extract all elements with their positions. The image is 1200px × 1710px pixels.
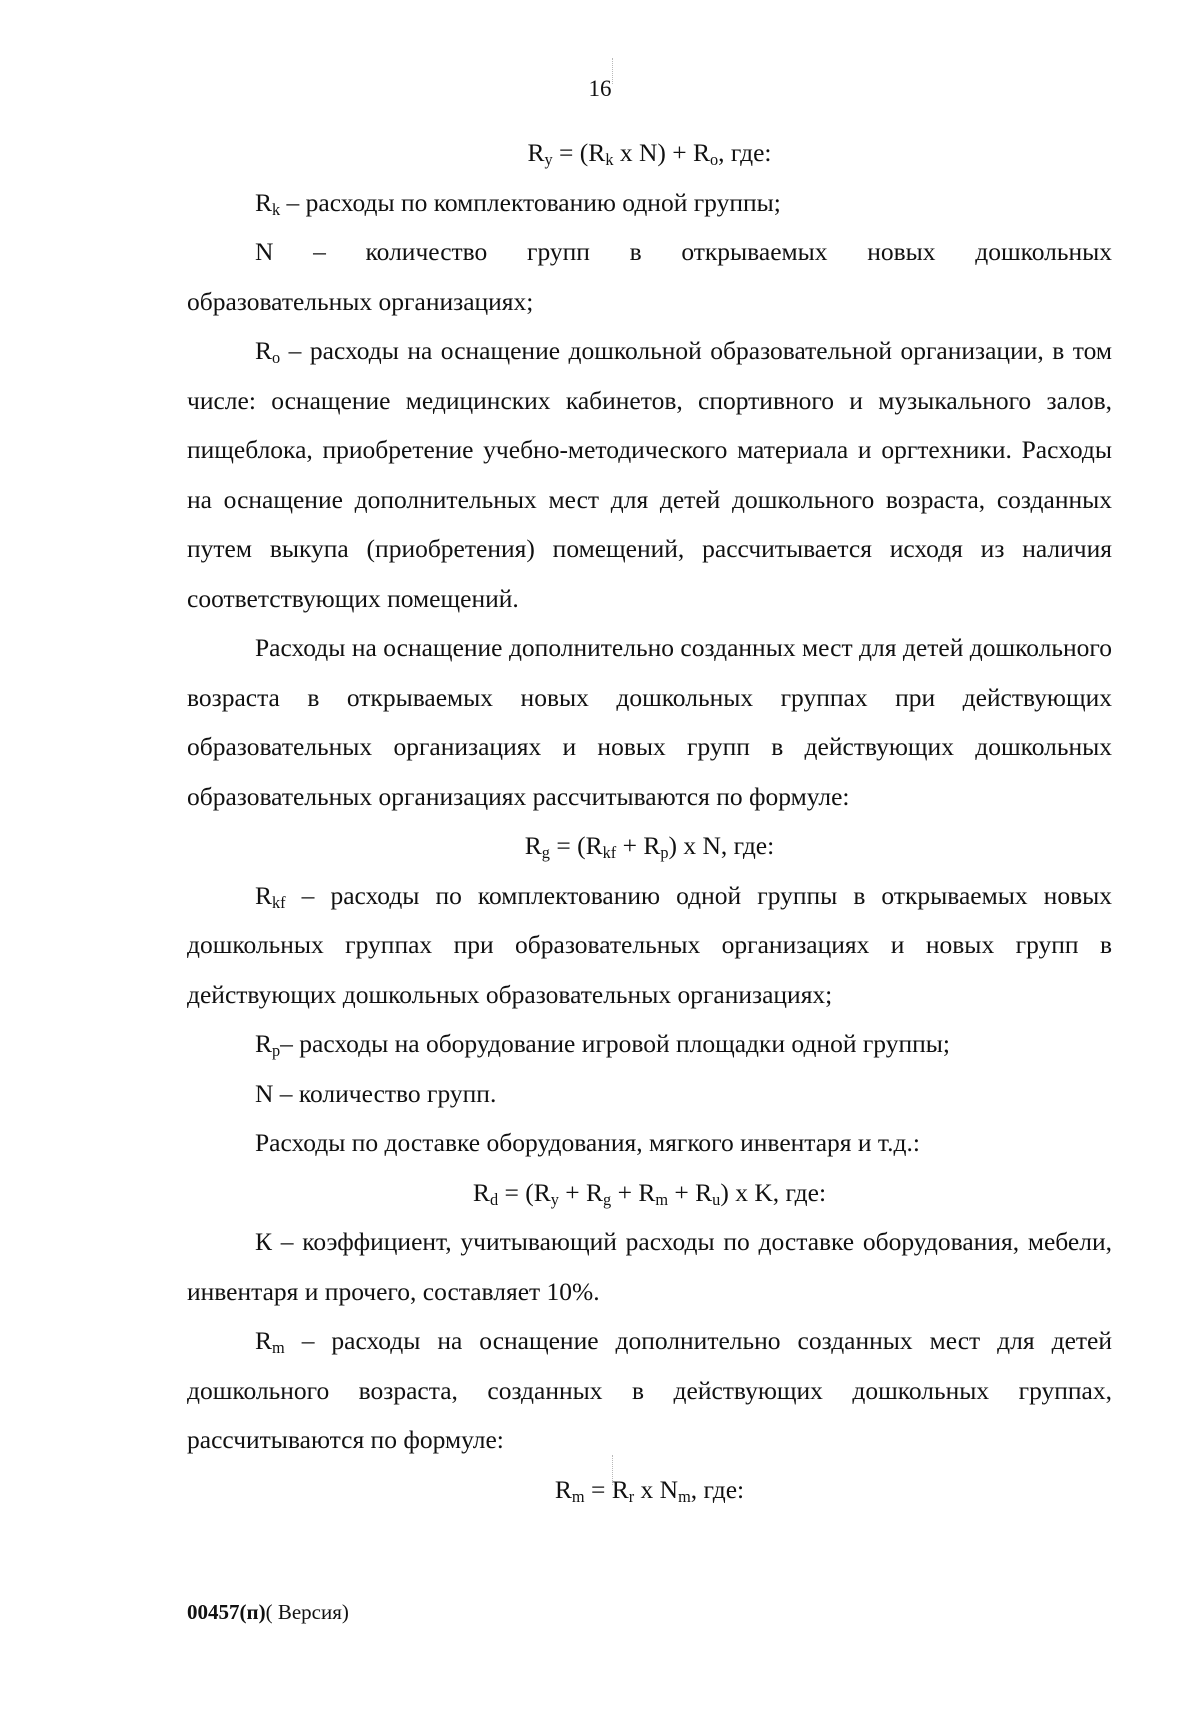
- definition-rp: $R_p-$ расходы на оборудование игровой площадки одной группы;: [255, 1029, 950, 1061]
- definition-n-line2: образовательных организациях;: [187, 286, 534, 316]
- definition-rk: $R_k$ – расходы по комплектованию одной группы;: [255, 187, 781, 219]
- formula-ry: $R_y = (R_k$ x $N) + R_o$, где:: [527, 138, 772, 170]
- formula-rm: $R_m = R_r$ x $N_m$, где:: [554, 1474, 745, 1506]
- formula-rd: $R_d = (R_y + R_g + R_m + R_u)$ x K, где:: [472, 1177, 827, 1209]
- definition-ro: $R_o$ – расходы на оснащение дошкольной образовательной организации, в том числе: оснащение медицинских кабинетов, спортивного и музыкального залов, пищеблока, приобретение учебно-методического материала и оргтехники. Расходы на оснащение дополнительных мест для детей дошкольного возраста, созданных путем выкупа (приобретения) помещений, рассчитывается исходя из наличия соответствующих помещений.: [187, 336, 1112, 613]
- document-footer: [187, 1600, 349, 1625]
- definition-rm: $R_m$ – расходы на оснащение дополнительно созданных мест для детей дошкольного возраста, созданных в действующих дошкольных группах, рассчитываются по формуле:: [187, 1326, 1112, 1454]
- definition-rkf: $R_{kf}$ – расходы по комплектованию одной группы в открываемых новых дошкольных группах при образовательных организациях и новых групп в действующих дошкольных образовательных организациях;: [187, 880, 1112, 1009]
- formula-rg: $R_g = (R_{kf} + R_p)$ x N, где:: [524, 831, 775, 863]
- page-number: 16: [588, 76, 612, 101]
- paragraph-expenses: Расходы на оснащение дополнительно созданных мест для детей дошкольного возраста в открываемых новых дошкольных группах при действующих образовательных организациях и новых групп в действующих дошкольных образовательных организациях рассчитываются по формуле:: [187, 633, 1112, 811]
- definition-k: К – коэффициент, учитывающий расходы по доставке оборудования, мебели, инвентаря и прочего, составляет 10%.: [187, 1227, 1112, 1306]
- definition-n-line1: N – количество групп в открываемых новых дошкольных: [255, 237, 1112, 266]
- document-version: ( Версия): [265, 1600, 349, 1624]
- paragraph-delivery: Расходы по доставке оборудования, мягкого инвентаря и т.д.:: [255, 1128, 920, 1157]
- document-code: 00457(п): [187, 1600, 266, 1624]
- definition-n-groups: N – количество групп.: [255, 1078, 497, 1108]
- document-body: [187, 128, 1112, 1514]
